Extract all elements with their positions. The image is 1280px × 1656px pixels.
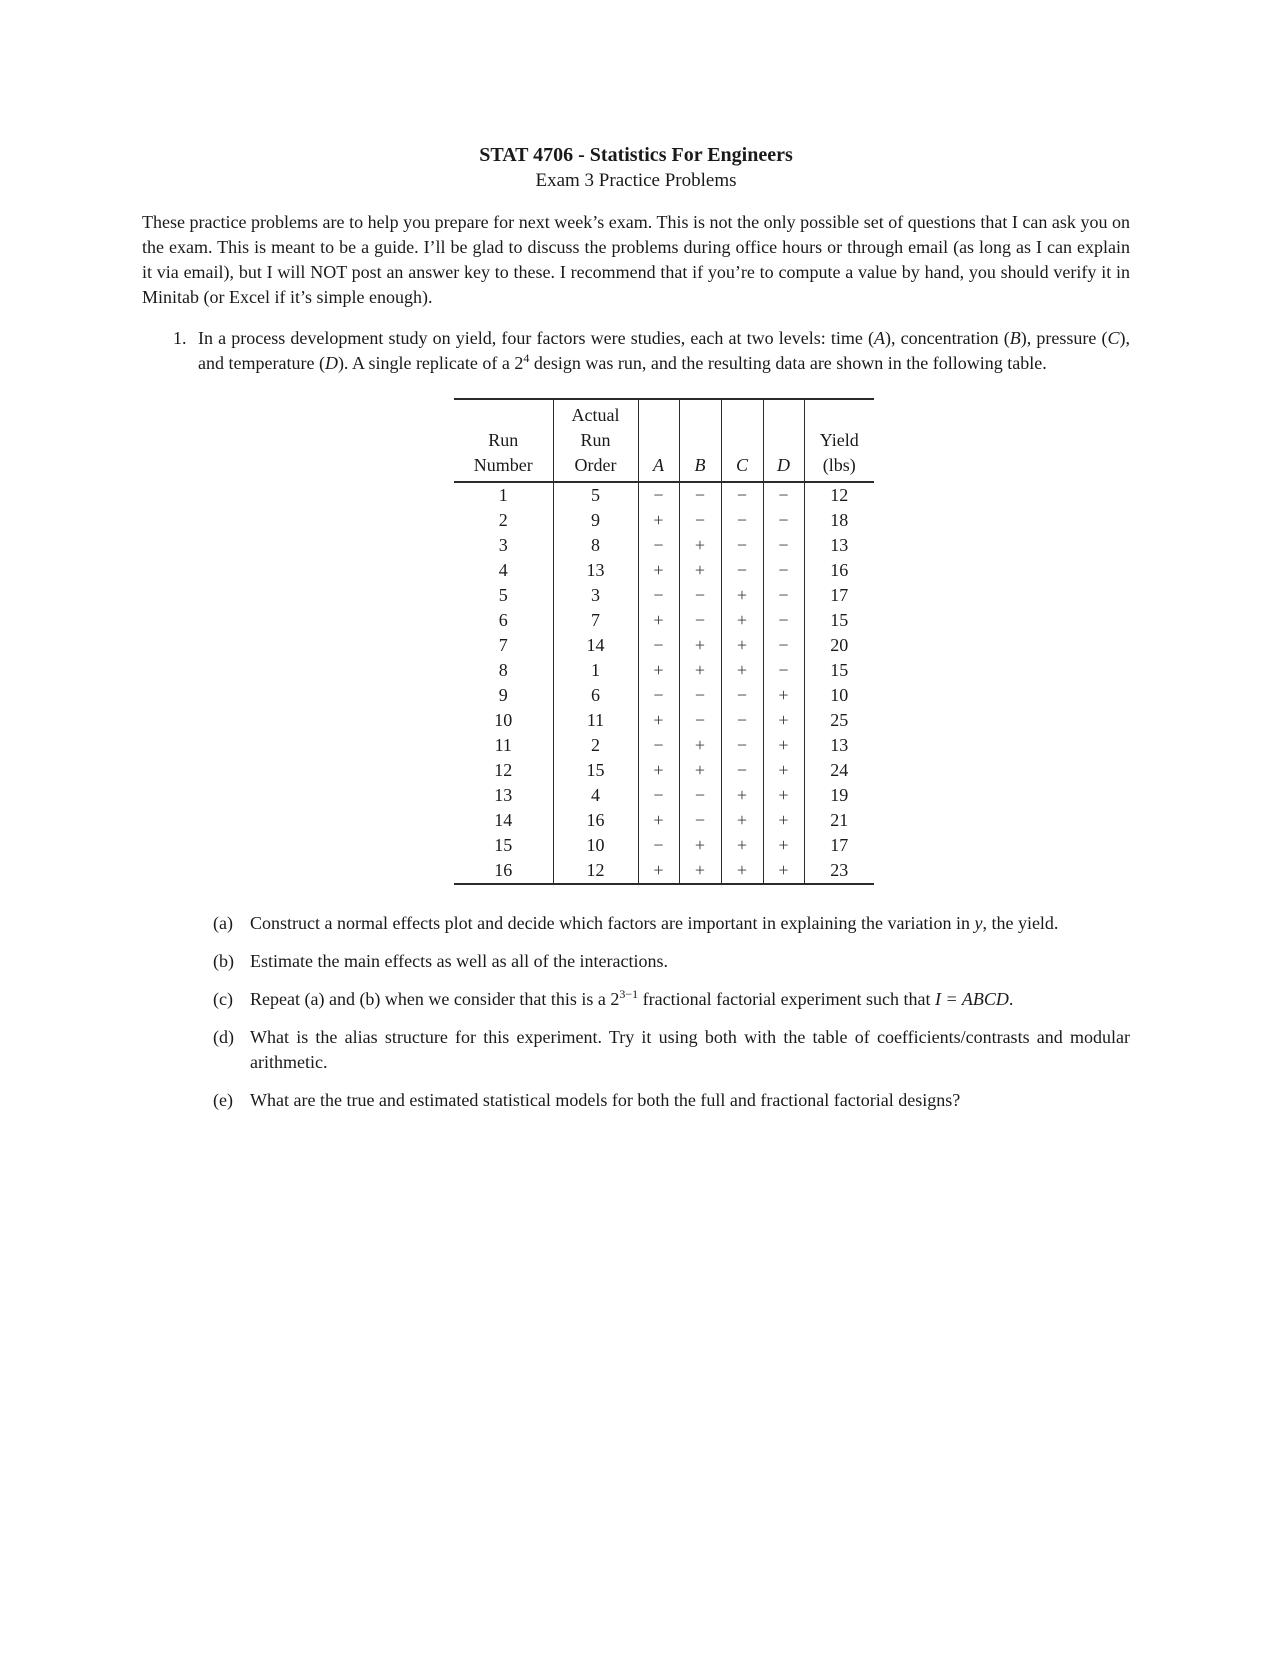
table-header-cell <box>721 399 763 482</box>
intro-paragraph: These practice problems are to help you prepare for next week’s exam. This is not the only possible set of questions that I can ask you on the exam. This is meant to be a guide. I’ll be glad to discuss the problems during office hours or through email (as long as I can explain it via email), but I will NOT post an answer key to these. I recommend that if you’re to compute a value by hand, you should verify it in Minitab (or Excel if it’s simple enough). <box>142 212 1130 307</box>
part-text <box>250 989 1013 1009</box>
table-cell: − <box>679 583 721 608</box>
design-table-body <box>454 482 874 884</box>
table-cell: + <box>721 858 763 884</box>
table-cell: 3 <box>553 583 638 608</box>
part-label: (b) <box>213 951 234 971</box>
table-cell: − <box>763 533 804 558</box>
table-cell: − <box>638 833 679 858</box>
table-cell: + <box>638 758 679 783</box>
problem-text-segment: ). A single replicate of a 2 <box>337 353 524 373</box>
table-cell: − <box>763 608 804 633</box>
table-cell: − <box>679 808 721 833</box>
table-header-line: (lbs) <box>822 455 856 475</box>
part-label: (e) <box>213 1090 233 1110</box>
table-cell: + <box>638 508 679 533</box>
part-text: Estimate the main effects as well as all of the interactions. <box>250 951 669 971</box>
table-cell: + <box>763 808 804 833</box>
table-cell: + <box>763 758 804 783</box>
table-cell: − <box>721 558 763 583</box>
table-cell: − <box>638 633 679 658</box>
math-var-y: y <box>974 913 983 933</box>
math-var-D: D <box>324 353 338 373</box>
table-cell: + <box>679 533 721 558</box>
table-cell: + <box>721 808 763 833</box>
table-cell: − <box>638 733 679 758</box>
math-var-C: C <box>1107 328 1120 348</box>
table-cell: + <box>679 758 721 783</box>
part-label: (c) <box>213 989 233 1009</box>
design-table <box>454 398 874 885</box>
math-var-A: A <box>874 328 885 348</box>
table-cell: 25 <box>804 708 874 733</box>
table-header-line: D <box>777 455 790 475</box>
part-text-segment: Construct a normal effects plot and decide which factors are important in explaining the variation in <box>250 913 975 933</box>
table-cell: − <box>721 708 763 733</box>
table-cell: + <box>721 608 763 633</box>
table-cell: 15 <box>804 608 874 633</box>
table-row <box>454 858 874 884</box>
table-header-cell <box>454 399 553 482</box>
table-cell: + <box>638 708 679 733</box>
table-cell: + <box>763 683 804 708</box>
table-cell: 2 <box>498 510 508 530</box>
table-header-line: B <box>694 455 706 475</box>
table-cell: + <box>763 733 804 758</box>
table-cell: 13 <box>804 733 874 758</box>
table-header-line: Run <box>488 430 519 450</box>
table-row <box>454 683 874 708</box>
table-cell: 14 <box>494 810 513 830</box>
table-cell: 12 <box>494 760 513 780</box>
table-row <box>454 482 874 508</box>
table-row <box>454 733 874 758</box>
problem-text-segment: ), concentration ( <box>885 328 1010 348</box>
table-row <box>454 758 874 783</box>
table-cell: 16 <box>804 558 874 583</box>
table-cell: 23 <box>804 858 874 884</box>
table-row <box>454 808 874 833</box>
table-cell: + <box>679 558 721 583</box>
table-header-cell <box>638 399 679 482</box>
part-text-segment: . <box>1008 989 1014 1009</box>
table-header-cell <box>804 399 874 482</box>
table-cell: − <box>679 708 721 733</box>
table-cell: − <box>763 558 804 583</box>
table-cell: + <box>721 783 763 808</box>
part-text-segment: , the yield. <box>982 913 1059 933</box>
math-var-B: B <box>1009 328 1021 348</box>
table-cell: − <box>638 583 679 608</box>
part-text-segment: fractional factorial experiment such that <box>638 989 936 1009</box>
table-cell: 8 <box>553 533 638 558</box>
part-label: (a) <box>213 913 233 933</box>
part-item-e <box>198 1088 1130 1113</box>
table-cell: + <box>763 708 804 733</box>
table-row <box>454 508 874 533</box>
table-cell: + <box>763 783 804 808</box>
document-title: STAT 4706 - Statistics For Engineers <box>479 144 793 166</box>
table-cell: 1 <box>498 485 508 505</box>
table-cell: − <box>679 508 721 533</box>
table-cell: + <box>763 833 804 858</box>
table-cell: + <box>679 633 721 658</box>
table-cell: 4 <box>498 560 508 580</box>
problem-number: 1. <box>173 328 187 348</box>
table-cell: − <box>763 482 804 508</box>
table-cell: + <box>721 658 763 683</box>
table-cell: − <box>638 683 679 708</box>
table-cell: 17 <box>804 583 874 608</box>
table-cell: − <box>721 482 763 508</box>
part-item-a <box>198 911 1130 936</box>
table-cell: + <box>679 658 721 683</box>
table-cell: + <box>763 858 804 884</box>
table-cell: 12 <box>804 482 874 508</box>
table-cell: 18 <box>804 508 874 533</box>
table-header-line: Yield <box>819 430 859 450</box>
table-header-line: Run <box>580 430 611 450</box>
table-header-line: C <box>735 455 748 475</box>
table-cell: 17 <box>804 833 874 858</box>
table-cell: − <box>638 783 679 808</box>
table-cell: − <box>638 533 679 558</box>
table-cell: 16 <box>494 860 513 880</box>
table-header-line: Number <box>473 455 533 475</box>
table-row <box>454 633 874 658</box>
table-cell: 21 <box>804 808 874 833</box>
table-cell: 24 <box>804 758 874 783</box>
table-cell: 13 <box>494 785 513 805</box>
table-cell: + <box>679 833 721 858</box>
table-cell: 3 <box>498 535 508 555</box>
table-header-line: Order <box>574 455 617 475</box>
table-cell: − <box>763 633 804 658</box>
table-cell: 9 <box>498 685 508 705</box>
table-cell: 10 <box>804 683 874 708</box>
table-header-cell <box>553 399 638 482</box>
table-cell: − <box>721 533 763 558</box>
table-cell: + <box>638 558 679 583</box>
table-cell: 7 <box>553 608 638 633</box>
table-cell: 5 <box>498 585 508 605</box>
table-row <box>454 533 874 558</box>
table-cell: 10 <box>494 710 513 730</box>
part-text-segment: Repeat (a) and (b) when we consider that this is a 2 <box>250 989 620 1009</box>
table-cell: − <box>721 508 763 533</box>
table-cell: 12 <box>553 858 638 884</box>
problem-text-segment: ), and temperature ( <box>198 328 1130 373</box>
problem-text-segment: ), pressure ( <box>1020 328 1108 348</box>
table-cell: + <box>721 633 763 658</box>
table-cell: − <box>679 783 721 808</box>
table-row <box>454 783 874 808</box>
problem-text-segment: design was run, and the resulting data are shown in the following table. <box>529 353 1047 373</box>
table-cell: 14 <box>553 633 638 658</box>
table-header-line: A <box>653 455 664 475</box>
table-cell: − <box>679 482 721 508</box>
exponent: 4 <box>523 351 530 365</box>
part-text <box>250 913 1058 933</box>
parts-list <box>198 911 1130 1113</box>
table-header-row <box>454 399 874 482</box>
table-cell: 6 <box>553 683 638 708</box>
problem-body <box>142 326 1130 1113</box>
document-content <box>142 0 1130 1126</box>
part-text: What are the true and estimated statistical models for both the full and fractional factorial designs? <box>250 1090 961 1110</box>
table-cell: − <box>763 508 804 533</box>
table-cell: + <box>721 583 763 608</box>
table-cell: 6 <box>498 610 508 630</box>
table-cell: − <box>721 733 763 758</box>
table-cell: 5 <box>553 482 638 508</box>
table-cell: 2 <box>553 733 638 758</box>
table-cell: 4 <box>553 783 638 808</box>
exponent: 3−1 <box>619 987 639 1001</box>
table-cell: 11 <box>553 708 638 733</box>
table-cell: 9 <box>553 508 638 533</box>
problem-1 <box>142 326 1130 1113</box>
table-cell: 13 <box>804 533 874 558</box>
table-cell: 13 <box>553 558 638 583</box>
table-row <box>454 708 874 733</box>
design-table-head <box>454 399 874 482</box>
table-cell: 1 <box>553 658 638 683</box>
part-text: What is the alias structure for this experiment. Try it using both with the table of coefficients/contrasts and modular arithmetic. <box>250 1027 1130 1072</box>
design-table-wrapper <box>454 398 874 885</box>
table-row <box>454 583 874 608</box>
table-row <box>454 658 874 683</box>
table-cell: 15 <box>494 835 513 855</box>
problem-text-segment: In a process development study on yield, four factors were studies, each at two levels: time ( <box>198 328 874 348</box>
table-header-cell <box>679 399 721 482</box>
table-row <box>454 558 874 583</box>
table-row <box>454 608 874 633</box>
table-cell: 11 <box>494 735 512 755</box>
problem-text <box>198 326 1130 376</box>
document-subtitle: Exam 3 Practice Problems <box>535 170 737 191</box>
part-label: (d) <box>213 1027 234 1047</box>
table-cell: − <box>721 683 763 708</box>
table-cell: 15 <box>804 658 874 683</box>
table-row <box>454 833 874 858</box>
table-cell: − <box>679 608 721 633</box>
table-cell: + <box>638 808 679 833</box>
math-expression: I = ABCD <box>935 989 1009 1009</box>
table-cell: 15 <box>553 758 638 783</box>
part-item-c <box>198 987 1130 1012</box>
table-cell: − <box>721 758 763 783</box>
table-cell: 20 <box>804 633 874 658</box>
table-header-cell <box>763 399 804 482</box>
table-cell: − <box>763 583 804 608</box>
part-item-b <box>198 949 1130 974</box>
table-cell: − <box>679 683 721 708</box>
table-cell: 7 <box>498 635 508 655</box>
table-cell: + <box>721 833 763 858</box>
table-cell: 10 <box>553 833 638 858</box>
table-cell: + <box>679 858 721 884</box>
table-cell: + <box>638 608 679 633</box>
part-item-d <box>198 1025 1130 1075</box>
table-cell: 16 <box>553 808 638 833</box>
table-header-line: Actual <box>571 405 620 425</box>
table-cell: − <box>763 658 804 683</box>
table-cell: 8 <box>498 660 508 680</box>
table-cell: + <box>638 858 679 884</box>
table-cell: 19 <box>804 783 874 808</box>
table-cell: + <box>638 658 679 683</box>
table-cell: − <box>638 482 679 508</box>
table-cell: + <box>679 733 721 758</box>
